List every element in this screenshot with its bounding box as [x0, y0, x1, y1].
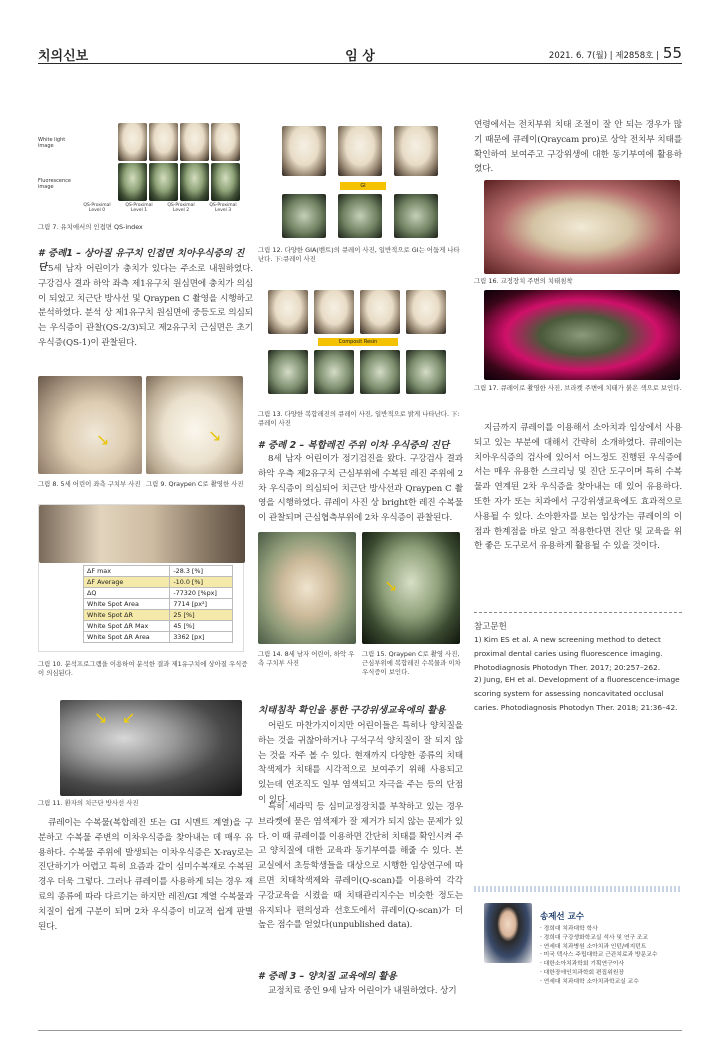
fig7-photo-w0 [118, 123, 147, 161]
author-bio: · 경희대 치과대학 학사 · 경희대 구강생화학교실 석사 및 연구 조교 · 연세대 치과병원 소아치과 인턴/레지던트 · 미국 텍사스 주립대학교 근관치료과 방문교수 · 대한소아치과학회 기획연구이사 · 대한장애인치과학회 편집위원장 · 연세대 치과대학 소아치과학교실 교수 [540, 926, 658, 985]
fig9-photo [146, 376, 243, 474]
fig16-caption: 그림 16. 교정장치 주변의 치태침착 [474, 277, 573, 285]
fig9-caption: 그림 9. Qraypen C로 촬영한 사진 [146, 480, 244, 488]
fig7-photo-f1 [149, 163, 178, 201]
issue-info: 2021. 6. 7(월) | 제2858호 | 55 [548, 44, 682, 62]
fig13-photo-6 [314, 350, 354, 394]
fig12-grid [268, 126, 458, 238]
fig7-photo-f0 [118, 163, 147, 201]
fig12-photo-6 [394, 194, 438, 238]
fig7-photo-f2 [180, 163, 209, 201]
avatar [484, 903, 532, 963]
fig10-tooth-image [39, 505, 245, 563]
fig13-photo-4 [406, 290, 446, 334]
fig7-level-1: QS-Proximal Level 1 [125, 203, 153, 213]
fig13-photo-8 [406, 350, 446, 394]
author-name: 송제선 교수 [540, 912, 585, 922]
arrow-icon: ↘ [96, 430, 110, 449]
fig7-level-2: QS-Proximal Level 2 [167, 203, 195, 213]
fig12-photo-1 [282, 126, 326, 176]
table-row: White Spot ΔR Area 3362 [px] [84, 632, 233, 643]
section-title: 임 상 [345, 49, 375, 64]
sec3-title: 치태침착 확인을 통한 구강위생교육에의 활용 [258, 705, 446, 716]
case1-text: 5세 남자 어린이가 충치가 있다는 주소로 내원하였다. 구강검사 결과 하악 좌측 제1유구치 원심면에 충치가 의심이 되었고 치근단 방사선 및 Qraypen C 촬영을 시행하고 분석하였다. 분석 상 제1유구치 원심면에 중등도로 의심되는 우식증이 관찰(QS-2/3)되고 제2유구치 근심면은 초기 우식증(QS-1)이 관찰된다. [38, 264, 253, 348]
page-number: 55 [662, 44, 682, 62]
fig8-caption: 그림 8. 5세 어린이 좌측 구치부 사진 [38, 480, 141, 488]
fig13-photo-2 [314, 290, 354, 334]
fig12-photo-2 [338, 126, 382, 176]
fig10-table [83, 565, 233, 643]
fig14-caption: 그림 14. 8세 남자 어린이, 하악 우측 구치부 사진 [258, 650, 355, 667]
case3-title: # 증례 3 – 양치질 교육에의 활용 [258, 971, 397, 982]
page-footer-rule [38, 1030, 682, 1031]
fig7-row2-label: Fluorescence image [38, 178, 71, 190]
fig15-caption: 그림 15. Qraypen C로 촬영 사진, 근심부위에 복합레진 수복물과 이차우식증이 보인다. [362, 650, 461, 676]
author-bar [474, 886, 682, 892]
divider [474, 612, 682, 613]
fig7-row1-label: White light image [38, 137, 66, 149]
col3-intro: 연령에서는 전치부위 치태 조절이 잘 안 되는 경우가 많기 때문에 큐레이(Qraycam pro)로 상악 전치부 치태를 확인하여 보여주고 구강위생에 대한 동기부여에 활용하였다. [474, 120, 682, 175]
sec3-paragraph-2: 특히 세라믹 등 심미교정장치를 부착하고 있는 경우 브라켓에 묻은 염색제가 잘 제거가 되지 않는 문제가 있다. 이 때 큐레이를 이용하면 간단히 치태를 확인시켜 주고 양치질에 대한 교육과 동기부여를 해줄 수 있다. 본 교실에서 초등학생들을 대상으로 시행한 임상연구에 따르면 치태착색제와 큐레이(Q-scan)를 이용하여 각각 구강교육을 시켰을 때 치태관리지수는 비슷한 정도는 유지되나 편의성과 선호도에서 큐레이(Q-scan)가 더 높은 점수를 얻었다(unpublished data). [258, 802, 463, 931]
fig12-photo-3 [394, 126, 438, 176]
table-row: ΔF max -28.3 [%] [84, 566, 233, 577]
case2-text: 8세 남자 어린이가 정기검진을 왔다. 구강검사 결과 하악 우측 제2유구치 근심부위에 수복된 레진 주위에 2차 우식증이 의심되어 치근단 방사선과 Qraypen C 촬영을 시행하였다. 큐레이 사진 상 bright한 레진 수복물이 관찰되며 근심협측부위에 2차 우식증이 관찰된다. [258, 454, 463, 524]
case2-title: # 증례 2 – 복합레진 주위 이차 우식증의 진단 [258, 440, 450, 451]
fig14-photo [258, 532, 356, 644]
fig8-photo [38, 376, 142, 474]
case1-title: # 증례1 – 상아질 유구치 인접면 치아우식증의 진단 [38, 248, 245, 273]
col1-paragraph: 큐레이는 수복물(복합레진 또는 GI 시멘트 계열)을 구분하고 수복물 주변의 이차우식증을 찾아내는 데 매우 유용하다. 수복물 주위에 발생되는 이차우식증은 X-ray로는 진단하기가 어렵고 특히 요즘과 같이 심미수복재로 수복된 경우 더욱 그렇다. 그러나 큐레이를 사용하게 되는 경우 재료의 종류에 따라 다르기는 하지만 레진/GI 계열 수복물과 치질이 쉽게 구분이 되며 2차 우식증이 비교적 쉽게 판별된다. [38, 818, 253, 932]
fig13-caption: 그림 13. 다양한 복합레진의 큐레이 사진, 일반적으로 밝게 나타난다. 下:큐레이 사진 [258, 410, 460, 427]
fig13-label: Composit Resin [318, 338, 398, 346]
arrow-icon: ↘ [208, 426, 222, 445]
table-row: ΔQ -77320 [%px] [84, 588, 233, 599]
fig7-photo-w1 [149, 123, 178, 161]
fig15-photo [362, 532, 460, 644]
table-row: White Spot ΔR Max 45 [%] [84, 621, 233, 632]
fig10-analysis [38, 504, 244, 652]
arrow-icon: ↙ [122, 708, 136, 727]
fig7-grid [38, 123, 240, 211]
table-row: White Spot Area 7714 [px²] [84, 599, 233, 610]
fig7-photo-w3 [211, 123, 240, 161]
references-title: 참고문헌 [474, 622, 507, 632]
fig13-photo-1 [268, 290, 308, 334]
fig7-photo-f3 [211, 163, 240, 201]
reference-item-1: 1) Kim ES et al. A new screening method to detect proximal dental caries using fluorescence imaging. Photodiagnosis Photodyn Ther. 2017; 20:257–262. [474, 635, 663, 672]
fig11-xray [60, 700, 242, 796]
page-header [38, 44, 682, 64]
fig7-caption: 그림 7. 유치에서의 인접면 QS-index [38, 223, 143, 231]
fig11-caption: 그림 11. 환자의 치근단 방사선 사진 [38, 799, 139, 807]
reference-item-2: 2) Jung, EH et al. Development of a fluorescence-image scoring system for assessing noncavitated occlusal caries. Photodiagnosis Photodyn Ther. 2018; 21:36–42. [474, 675, 680, 712]
fig10-caption: 그림 10. 분석프로그램을 이용하여 분석한 결과 제1유구치에 상아질 우식증이 의심된다. [38, 660, 248, 677]
fig17-caption: 그림 17. 큐레이로 촬영한 사진, 브라켓 주변에 치태가 붉은 색으로 보인다. [474, 384, 682, 392]
table-row: White Spot ΔR 25 [%] [84, 610, 233, 621]
fig13-photo-7 [360, 350, 400, 394]
fig7-level-3: QS-Proximal Level 3 [209, 203, 237, 213]
conclusion-paragraph: 지금까지 큐레이를 이용해서 소아치과 임상에서 사용되고 있는 부분에 대해서 간략히 소개하였다. 큐레이는 치아우식증의 검사에 있어서 어느정도 진행된 우식증에서는 매우 유용한 스크리닝 및 진단 도구이며 특히 수복물과 연계된 2차 우식증을 찾아내는 데 있어 유용하다. 또한 자가 또는 치과에서 구강위생교육에도 효과적으로 사용될 수 있다. 소아환자를 보는 임상가는 큐레이의 이점과 한계점을 바로 알고 적용한다면 진단 및 교육을 위한 좋은 도구로서 유용하게 활용될 수 있을 것이다. [474, 423, 682, 552]
fig12-label: GI [340, 182, 386, 190]
newspaper-name: 치의신보 [38, 49, 89, 64]
fig13-grid [268, 290, 458, 394]
fig12-photo-4 [282, 194, 326, 238]
fig12-photo-5 [338, 194, 382, 238]
fig13-photo-5 [268, 350, 308, 394]
fig17-photo [484, 290, 680, 380]
arrow-icon: ↘ [94, 708, 108, 727]
arrow-icon: ↘ [384, 576, 398, 595]
sec3-paragraph-1: 어린도 마찬가지이지만 어린이들은 특히나 양치질을 하는 것을 귀찮아하거나 구석구석 양치질이 잘 되지 않는 것을 자주 볼 수 있다. 현재까지 다양한 종류의 치태착색제가 치태를 시각적으로 보여주기 위해 사용되고 있는데 연조직도 일부 염색되고 자극을 주는 등의 단점이 있다. [258, 721, 463, 805]
fig16-photo [484, 180, 680, 274]
case3-text: 교정치료 중인 9세 남자 어린이가 내원하였다. 상기 [268, 986, 457, 996]
table-row: ΔF Average -10.0 [%] [84, 577, 233, 588]
fig7-photo-w2 [180, 123, 209, 161]
fig13-photo-3 [360, 290, 400, 334]
fig12-caption: 그림 12. 다양한 GIA(벤트)의 큐레이 사진, 일반적으로 GI는 어둡게 나타난다. 下:큐레이 사진 [258, 246, 460, 263]
fig7-level-0: QS-Proximal Level 0 [83, 203, 111, 213]
